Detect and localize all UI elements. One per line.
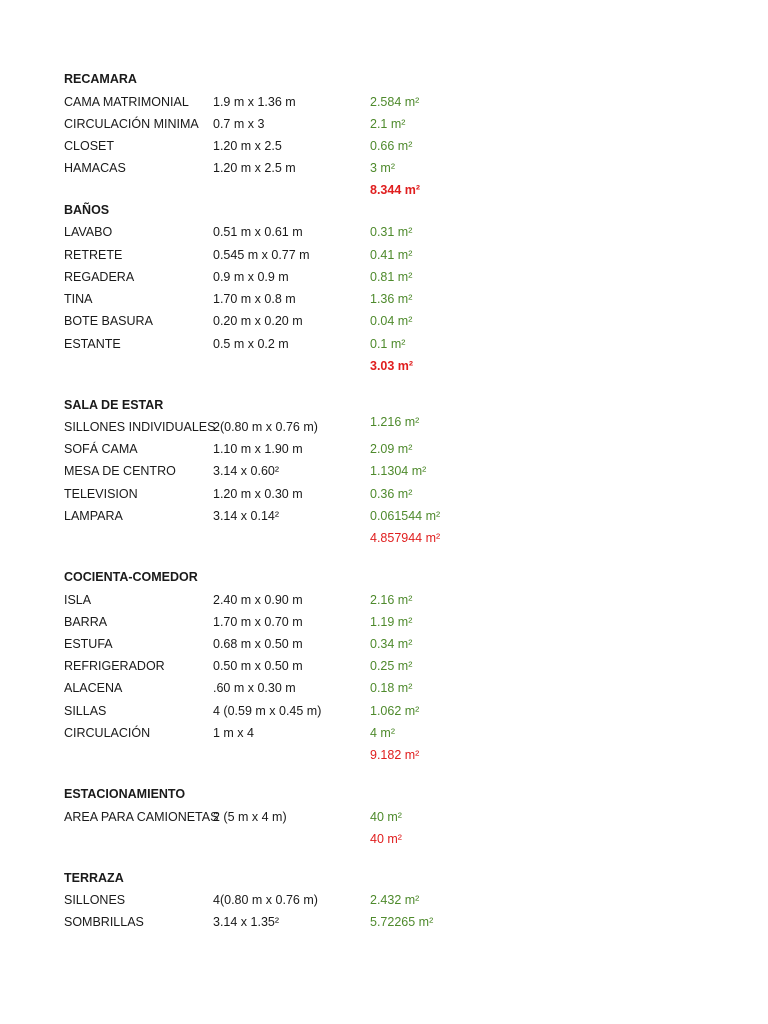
item-name: SOFÁ CAMA	[64, 442, 138, 456]
table-row	[64, 417, 704, 437]
section-title: ESTACIONAMIENTO	[64, 787, 186, 801]
table-row	[64, 723, 704, 743]
item-name: LAVABO	[64, 225, 113, 239]
item-dimensions: 1.70 m x 0.70 m	[213, 615, 303, 629]
section-total-row	[64, 528, 704, 548]
item-dimensions: 0.51 m x 0.61 m	[213, 225, 303, 239]
table-row	[64, 506, 704, 526]
item-area: 0.34 m²	[370, 637, 413, 651]
table-row	[64, 311, 704, 331]
table-row	[64, 634, 704, 654]
item-area: 2.584 m²	[370, 95, 420, 109]
section-total: 9.182 m²	[370, 748, 420, 762]
item-dimensions: 1.70 m x 0.8 m	[213, 292, 296, 306]
section-total-row	[64, 356, 704, 376]
item-area: 1.216 m²	[370, 415, 420, 429]
item-dimensions: 3.14 x 0.60²	[213, 464, 280, 478]
item-area: 0.36 m²	[370, 487, 413, 501]
section-title: BAÑOS	[64, 203, 110, 217]
item-dimensions: 1 m x 4	[213, 726, 254, 740]
table-row	[64, 158, 704, 178]
item-area: 0.18 m²	[370, 681, 413, 695]
item-area: 0.66 m²	[370, 139, 413, 153]
section-heading	[64, 567, 704, 587]
item-area: 0.25 m²	[370, 659, 413, 673]
item-name: LAMPARA	[64, 509, 123, 523]
item-area: 2.16 m²	[370, 593, 413, 607]
item-name: CAMA MATRIMONIAL	[64, 95, 189, 109]
table-row	[64, 461, 704, 481]
item-name: AREA PARA CAMIONETAS	[64, 810, 219, 824]
table-row	[64, 890, 704, 910]
item-dimensions: .60 m x 0.30 m	[213, 681, 296, 695]
item-dimensions: 0.9 m x 0.9 m	[213, 270, 289, 284]
section-total: 3.03 m²	[370, 359, 414, 373]
table-row	[64, 114, 704, 134]
item-name: REFRIGERADOR	[64, 659, 165, 673]
item-dimensions: 2.40 m x 0.90 m	[213, 593, 303, 607]
item-name: SILLAS	[64, 704, 107, 718]
section-title: RECAMARA	[64, 72, 137, 86]
item-dimensions: 1.20 m x 0.30 m	[213, 487, 303, 501]
item-area: 1.19 m²	[370, 615, 413, 629]
item-name: BOTE BASURA	[64, 314, 153, 328]
item-area: 4 m²	[370, 726, 395, 740]
item-dimensions: 1.20 m x 2.5	[213, 139, 282, 153]
item-area: 0.81 m²	[370, 270, 413, 284]
item-name: REGADERA	[64, 270, 135, 284]
item-name: CIRCULACIÓN	[64, 726, 151, 740]
item-name: CLOSET	[64, 139, 115, 153]
item-name: ESTANTE	[64, 337, 121, 351]
table-row	[64, 612, 704, 632]
item-name: BARRA	[64, 615, 108, 629]
item-dimensions: 1.9 m x 1.36 m	[213, 95, 296, 109]
table-row	[64, 484, 704, 504]
item-area: 0.41 m²	[370, 248, 413, 262]
item-area: 1.1304 m²	[370, 464, 427, 478]
section-total: 40 m²	[370, 832, 402, 846]
item-area: 2.1 m²	[370, 117, 406, 131]
table-row	[64, 245, 704, 265]
item-name: HAMACAS	[64, 161, 126, 175]
item-name: MESA DE CENTRO	[64, 464, 176, 478]
item-area: 40 m²	[370, 810, 402, 824]
section-title: COCIENTA-COMEDOR	[64, 570, 198, 584]
section-heading	[64, 784, 704, 804]
table-row	[64, 678, 704, 698]
table-row	[64, 289, 704, 309]
table-row	[64, 656, 704, 676]
item-area: 1.062 m²	[370, 704, 420, 718]
item-area: 5.72265 m²	[370, 915, 434, 929]
item-area: 0.31 m²	[370, 225, 413, 239]
item-name: TINA	[64, 292, 93, 306]
item-dimensions: 0.545 m x 0.77 m	[213, 248, 310, 262]
item-dimensions: 2 (5 m x 4 m)	[213, 810, 287, 824]
item-area: 3 m²	[370, 161, 395, 175]
table-row	[64, 267, 704, 287]
section-total-row	[64, 180, 704, 200]
table-row	[64, 701, 704, 721]
section-total-row	[64, 829, 704, 849]
item-dimensions: 1.20 m x 2.5 m	[213, 161, 296, 175]
item-dimensions: 0.68 m x 0.50 m	[213, 637, 303, 651]
item-dimensions: 4(0.80 m x 0.76 m)	[213, 893, 318, 907]
table-row	[64, 334, 704, 354]
item-dimensions: 0.20 m x 0.20 m	[213, 314, 303, 328]
item-dimensions: 4 (0.59 m x 0.45 m)	[213, 704, 322, 718]
item-dimensions: 0.7 m x 3	[213, 117, 265, 131]
item-name: SILLONES	[64, 893, 126, 907]
section-title: SALA DE ESTAR	[64, 398, 164, 412]
item-name: SILLONES INDIVIDUALES	[64, 420, 216, 434]
section-total: 8.344 m²	[370, 183, 421, 197]
item-dimensions: 2(0.80 m x 0.76 m)	[213, 420, 318, 434]
section-heading	[64, 200, 704, 220]
table-row	[64, 590, 704, 610]
item-area: 2.432 m²	[370, 893, 420, 907]
section-heading	[64, 868, 704, 888]
item-name: CIRCULACIÓN MINIMA	[64, 117, 199, 131]
item-dimensions: 0.50 m x 0.50 m	[213, 659, 303, 673]
section-heading	[64, 69, 704, 89]
item-name: ALACENA	[64, 681, 123, 695]
item-dimensions: 0.5 m x 0.2 m	[213, 337, 289, 351]
item-name: RETRETE	[64, 248, 123, 262]
table-row	[64, 912, 704, 932]
item-name: SOMBRILLAS	[64, 915, 144, 929]
item-area: 1.36 m²	[370, 292, 413, 306]
table-row	[64, 807, 704, 827]
section-title: TERRAZA	[64, 871, 124, 885]
item-area: 0.04 m²	[370, 314, 413, 328]
item-area: 0.061544 m²	[370, 509, 441, 523]
table-row	[64, 222, 704, 242]
item-dimensions: 3.14 x 0.14²	[213, 509, 280, 523]
item-dimensions: 3.14 x 1.35²	[213, 915, 280, 929]
item-dimensions: 1.10 m x 1.90 m	[213, 442, 303, 456]
item-area: 0.1 m²	[370, 337, 406, 351]
item-area: 2.09 m²	[370, 442, 413, 456]
section-total: 4.857944 m²	[370, 531, 441, 545]
section-total-row	[64, 745, 704, 765]
item-name: TELEVISION	[64, 487, 138, 501]
item-name: ESTUFA	[64, 637, 113, 651]
item-name: ISLA	[64, 593, 92, 607]
table-row	[64, 439, 704, 459]
table-row	[64, 136, 704, 156]
table-row	[64, 92, 704, 112]
